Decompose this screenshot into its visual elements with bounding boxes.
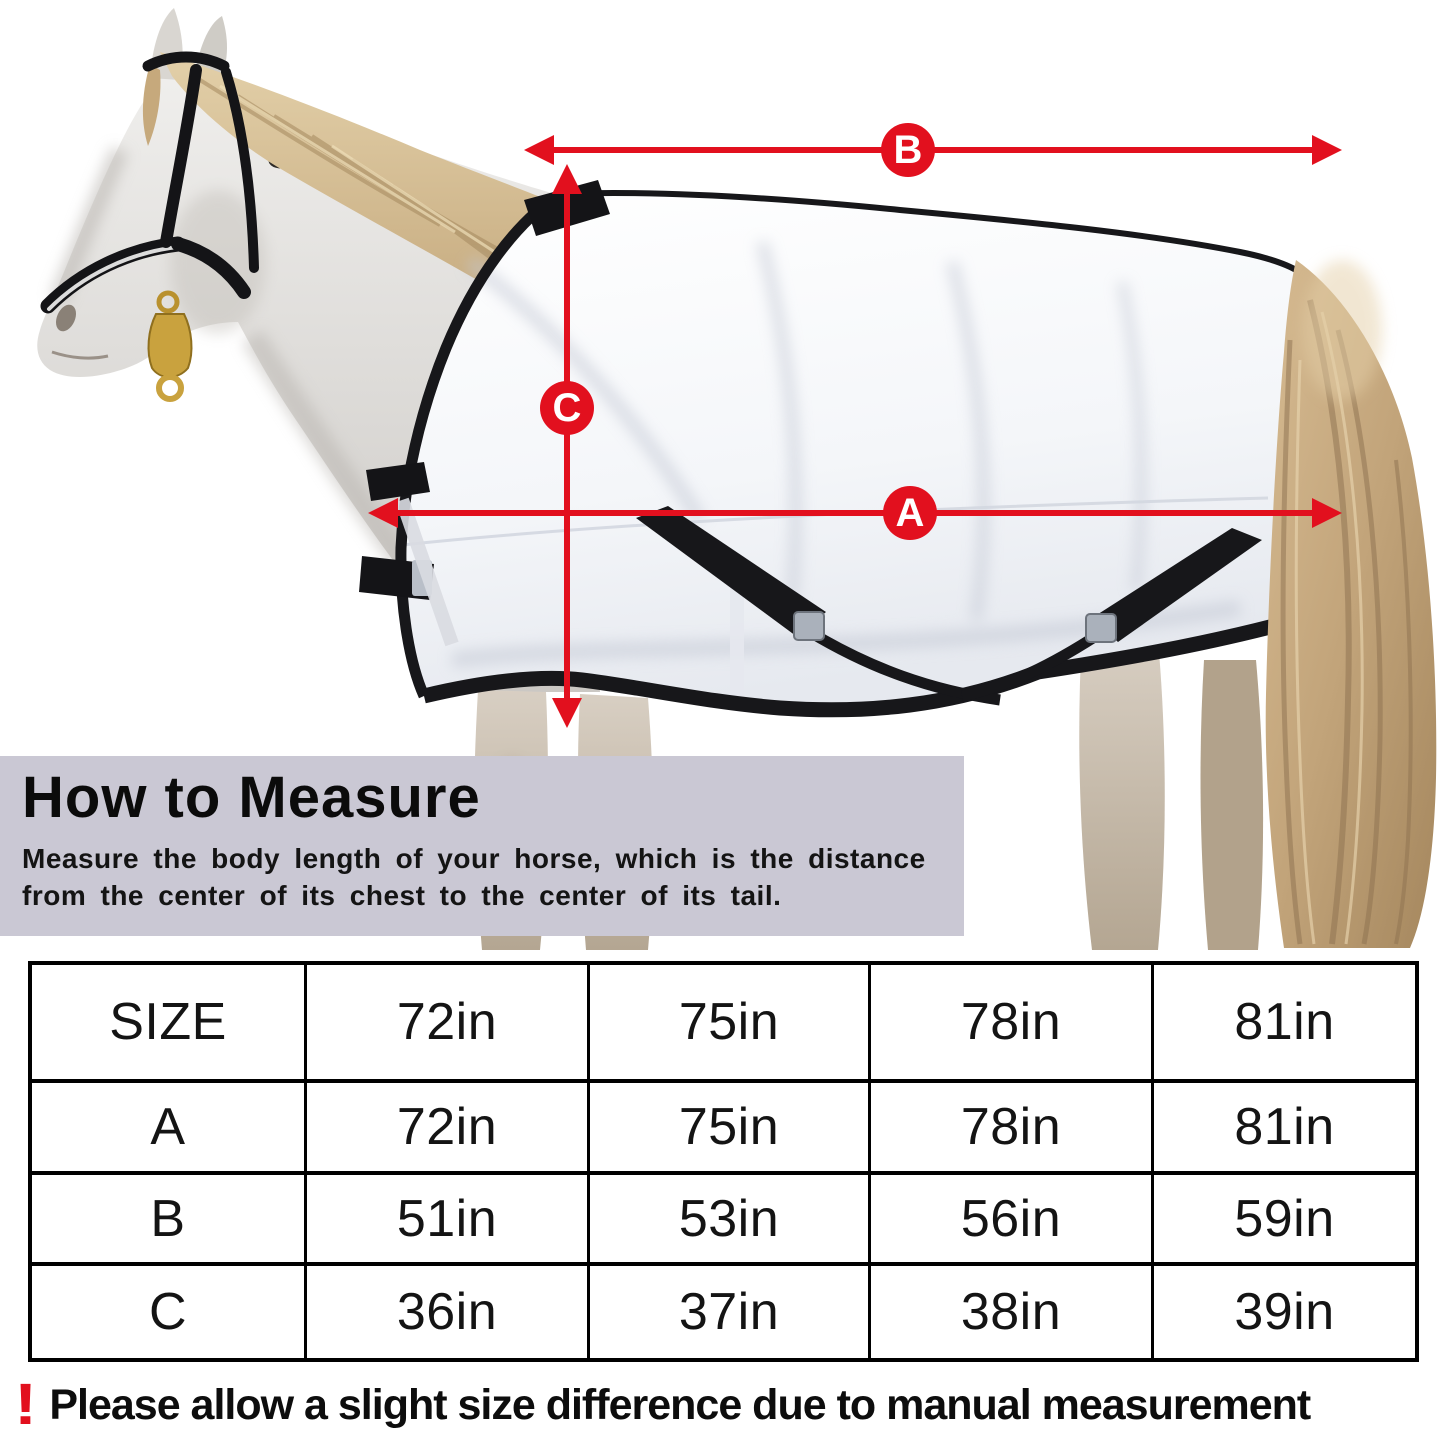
table-row-a-label: A xyxy=(32,1083,304,1171)
arrow-a-left-arrowhead-icon xyxy=(368,498,398,528)
table-cell: 56in xyxy=(871,1175,1151,1262)
banner-description-line2: from the center of its chest to the center of its tail. xyxy=(22,880,782,912)
table-header-75in: 75in xyxy=(590,965,868,1079)
table-cell: 53in xyxy=(590,1175,868,1262)
measurement-label-a: A xyxy=(883,486,937,540)
fly-sheet-blanket xyxy=(359,180,1313,710)
banner-description-line1: Measure the body length of your horse, which is the distance xyxy=(22,842,926,874)
table-cell: 38in xyxy=(871,1266,1151,1358)
table-header-72in: 72in xyxy=(307,965,587,1079)
arrow-c-line xyxy=(564,180,570,698)
arrow-c-bottom-arrowhead-icon xyxy=(552,698,582,728)
horse-hind-leg xyxy=(1079,636,1165,950)
table-cell: 59in xyxy=(1154,1175,1415,1262)
banner-description xyxy=(22,840,964,915)
table-header-81in: 81in xyxy=(1154,965,1415,1079)
arrow-a-right-arrowhead-icon xyxy=(1312,498,1342,528)
measurement-label-c: C xyxy=(540,381,594,435)
arrow-a-line xyxy=(386,510,1312,516)
note-text: Please allow a slight size difference due to manual measurement xyxy=(49,1380,1311,1429)
horse-hind-leg-far xyxy=(1201,660,1264,950)
measurement-note xyxy=(14,1374,1445,1436)
table-header-size: SIZE xyxy=(32,965,304,1079)
table-cell: 37in xyxy=(590,1266,868,1358)
arrow-b-right-arrowhead-icon xyxy=(1312,135,1342,165)
table-cell: 78in xyxy=(871,1083,1151,1171)
arrow-c-top-arrowhead-icon xyxy=(552,164,582,194)
banner-title: How to Measure xyxy=(22,765,481,830)
size-table xyxy=(28,961,1419,1362)
table-row-b-label: B xyxy=(32,1175,304,1262)
horse-tail xyxy=(1266,260,1437,948)
table-cell: 51in xyxy=(307,1175,587,1262)
table-cell: 72in xyxy=(307,1083,587,1171)
table-row-c-label: C xyxy=(32,1266,304,1358)
table-cell: 36in xyxy=(307,1266,587,1358)
arrow-b-left-arrowhead-icon xyxy=(524,135,554,165)
measurement-label-b: B xyxy=(881,123,935,177)
table-cell: 81in xyxy=(1154,1083,1415,1171)
exclamation-icon: ! xyxy=(14,1372,38,1437)
table-cell: 75in xyxy=(590,1083,868,1171)
table-header-78in: 78in xyxy=(871,965,1151,1079)
table-cell: 39in xyxy=(1154,1266,1415,1358)
halter-gold-snap xyxy=(149,314,192,377)
how-to-measure-banner xyxy=(0,756,964,936)
